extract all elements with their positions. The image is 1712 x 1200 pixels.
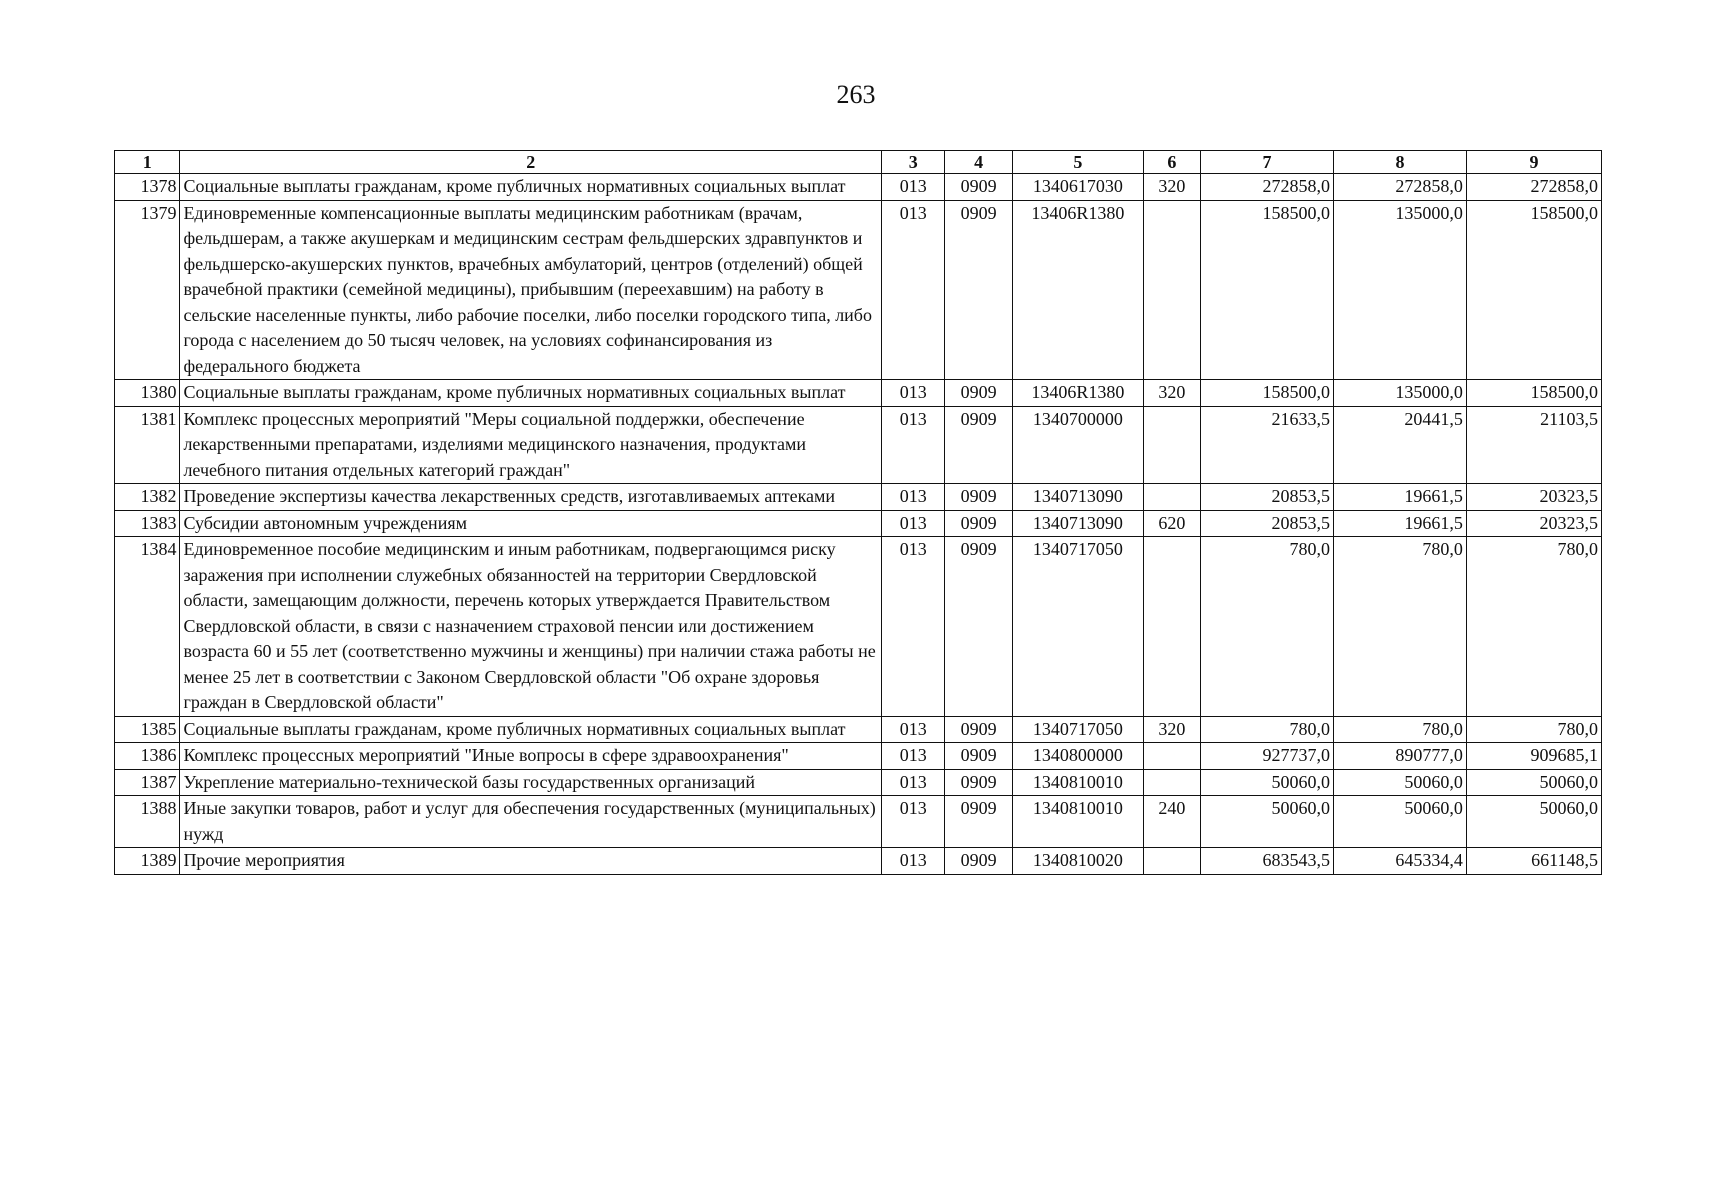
table-row [115,796,1602,848]
row-expense-type [1143,537,1200,717]
table-row [115,484,1602,511]
row-amount-3: 20323,5 [1466,510,1601,537]
row-target-code: 1340800000 [1012,743,1143,770]
row-amount-2: 890777,0 [1333,743,1466,770]
column-header-7: 7 [1201,151,1334,174]
row-target-code: 13406R1380 [1012,380,1143,407]
row-admin-code: 013 [882,200,945,380]
row-number: 1380 [115,380,180,407]
row-amount-1: 21633,5 [1201,406,1334,484]
row-name: Комплекс процессных мероприятий "Иные вопросы в сфере здравоохранения" [180,743,882,770]
row-expense-type: 320 [1143,174,1200,201]
row-amount-3: 909685,1 [1466,743,1601,770]
row-amount-2: 19661,5 [1333,484,1466,511]
row-target-code: 1340717050 [1012,537,1143,717]
row-section-code: 0909 [945,848,1012,875]
row-section-code: 0909 [945,406,1012,484]
table-row [115,200,1602,380]
row-expense-type: 320 [1143,716,1200,743]
row-amount-1: 272858,0 [1201,174,1334,201]
table-row [115,510,1602,537]
table-row [115,716,1602,743]
row-admin-code: 013 [882,769,945,796]
row-amount-2: 50060,0 [1333,769,1466,796]
row-expense-type [1143,406,1200,484]
row-number: 1378 [115,174,180,201]
row-section-code: 0909 [945,380,1012,407]
column-header-9: 9 [1466,151,1601,174]
row-amount-3: 21103,5 [1466,406,1601,484]
row-amount-1: 780,0 [1201,716,1334,743]
row-admin-code: 013 [882,484,945,511]
row-name: Единовременное пособие медицинским и иным работникам, подвергающимся риску заражения при исполнении служебных обязанностей на территории Свердловской области, замещающим должности, перечень которых утверждается Правительством Свердловской области, в связи с назначением страховой пенсии или достижением возраста 60 и 55 лет (соответственно мужчины и женщины) при наличии стажа работы не менее 25 лет в соответствии с Законом Свердловской области "Об охране здоровья граждан в Свердловской области" [180,537,882,717]
row-amount-1: 50060,0 [1201,769,1334,796]
row-admin-code: 013 [882,796,945,848]
row-number: 1389 [115,848,180,875]
table-row [115,743,1602,770]
row-section-code: 0909 [945,510,1012,537]
row-section-code: 0909 [945,174,1012,201]
row-name: Единовременные компенсационные выплаты медицинским работникам (врачам, фельдшерам, а также акушеркам и медицинским сестрам фельдшерских здравпунктов и фельдшерско-акушерских пунктов, врачебных амбулаторий, центров (отделений) общей врачебной практики (семейной медицины), прибывшим (переехавшим) на работу в сельские населенные пункты, либо рабочие поселки, либо поселки городского типа, либо города с населением до 50 тысяч человек, на условиях софинансирования из федерального бюджета [180,200,882,380]
page-number: 263 [836,80,876,109]
row-admin-code: 013 [882,380,945,407]
row-admin-code: 013 [882,537,945,717]
row-amount-2: 780,0 [1333,716,1466,743]
table-row [115,848,1602,875]
row-section-code: 0909 [945,200,1012,380]
row-amount-2: 780,0 [1333,537,1466,717]
table-row [115,406,1602,484]
column-header-6: 6 [1143,151,1200,174]
row-expense-type: 240 [1143,796,1200,848]
row-expense-type [1143,848,1200,875]
row-number: 1387 [115,769,180,796]
table-header [115,151,1602,174]
column-header-2: 2 [180,151,882,174]
row-amount-2: 135000,0 [1333,380,1466,407]
row-amount-3: 780,0 [1466,537,1601,717]
row-admin-code: 013 [882,174,945,201]
row-expense-type [1143,200,1200,380]
row-amount-3: 272858,0 [1466,174,1601,201]
row-number: 1384 [115,537,180,717]
row-name: Социальные выплаты гражданам, кроме публичных нормативных социальных выплат [180,716,882,743]
row-admin-code: 013 [882,848,945,875]
row-number: 1379 [115,200,180,380]
row-amount-1: 20853,5 [1201,510,1334,537]
table-row [115,174,1602,201]
row-target-code: 1340713090 [1012,484,1143,511]
row-amount-1: 20853,5 [1201,484,1334,511]
row-amount-2: 645334,4 [1333,848,1466,875]
row-admin-code: 013 [882,743,945,770]
row-number: 1382 [115,484,180,511]
table-body [115,174,1602,875]
row-amount-2: 20441,5 [1333,406,1466,484]
row-amount-2: 272858,0 [1333,174,1466,201]
row-target-code: 1340810020 [1012,848,1143,875]
row-name: Комплекс процессных мероприятий "Меры социальной поддержки, обеспечение лекарственными препаратами, изделиями медицинского назначения, продуктами лечебного питания отдельных категорий граждан" [180,406,882,484]
row-amount-1: 683543,5 [1201,848,1334,875]
row-number: 1383 [115,510,180,537]
row-target-code: 1340713090 [1012,510,1143,537]
header-row [115,151,1602,174]
row-amount-3: 20323,5 [1466,484,1601,511]
row-admin-code: 013 [882,406,945,484]
row-section-code: 0909 [945,716,1012,743]
row-amount-1: 158500,0 [1201,200,1334,380]
row-target-code: 1340810010 [1012,769,1143,796]
row-amount-1: 158500,0 [1201,380,1334,407]
row-section-code: 0909 [945,796,1012,848]
row-amount-3: 50060,0 [1466,769,1601,796]
column-header-5: 5 [1012,151,1143,174]
row-number: 1385 [115,716,180,743]
row-expense-type [1143,769,1200,796]
table-row [115,380,1602,407]
column-header-8: 8 [1333,151,1466,174]
row-amount-1: 780,0 [1201,537,1334,717]
row-amount-3: 158500,0 [1466,200,1601,380]
row-amount-3: 780,0 [1466,716,1601,743]
row-number: 1381 [115,406,180,484]
row-name: Укрепление материально-технической базы государственных организаций [180,769,882,796]
row-target-code: 1340700000 [1012,406,1143,484]
row-target-code: 1340617030 [1012,174,1143,201]
row-amount-3: 50060,0 [1466,796,1601,848]
row-section-code: 0909 [945,484,1012,511]
row-name: Проведение экспертизы качества лекарственных средств, изготавливаемых аптеками [180,484,882,511]
row-name: Субсидии автономным учреждениям [180,510,882,537]
row-number: 1388 [115,796,180,848]
row-name: Социальные выплаты гражданам, кроме публичных нормативных социальных выплат [180,380,882,407]
row-amount-1: 927737,0 [1201,743,1334,770]
row-admin-code: 013 [882,716,945,743]
row-amount-3: 158500,0 [1466,380,1601,407]
row-amount-2: 135000,0 [1333,200,1466,380]
row-amount-3: 661148,5 [1466,848,1601,875]
row-section-code: 0909 [945,769,1012,796]
table-row [115,769,1602,796]
row-name: Социальные выплаты гражданам, кроме публичных нормативных социальных выплат [180,174,882,201]
budget-table [114,150,1602,875]
row-section-code: 0909 [945,537,1012,717]
row-amount-1: 50060,0 [1201,796,1334,848]
row-section-code: 0909 [945,743,1012,770]
row-amount-2: 19661,5 [1333,510,1466,537]
row-expense-type: 620 [1143,510,1200,537]
row-target-code: 13406R1380 [1012,200,1143,380]
row-expense-type [1143,743,1200,770]
row-name: Прочие мероприятия [180,848,882,875]
column-header-4: 4 [945,151,1012,174]
column-header-3: 3 [882,151,945,174]
row-number: 1386 [115,743,180,770]
table-row [115,537,1602,717]
row-target-code: 1340810010 [1012,796,1143,848]
row-amount-2: 50060,0 [1333,796,1466,848]
row-admin-code: 013 [882,510,945,537]
row-expense-type [1143,484,1200,511]
row-target-code: 1340717050 [1012,716,1143,743]
row-name: Иные закупки товаров, работ и услуг для обеспечения государственных (муниципальных) нужд [180,796,882,848]
column-header-1: 1 [115,151,180,174]
row-expense-type: 320 [1143,380,1200,407]
